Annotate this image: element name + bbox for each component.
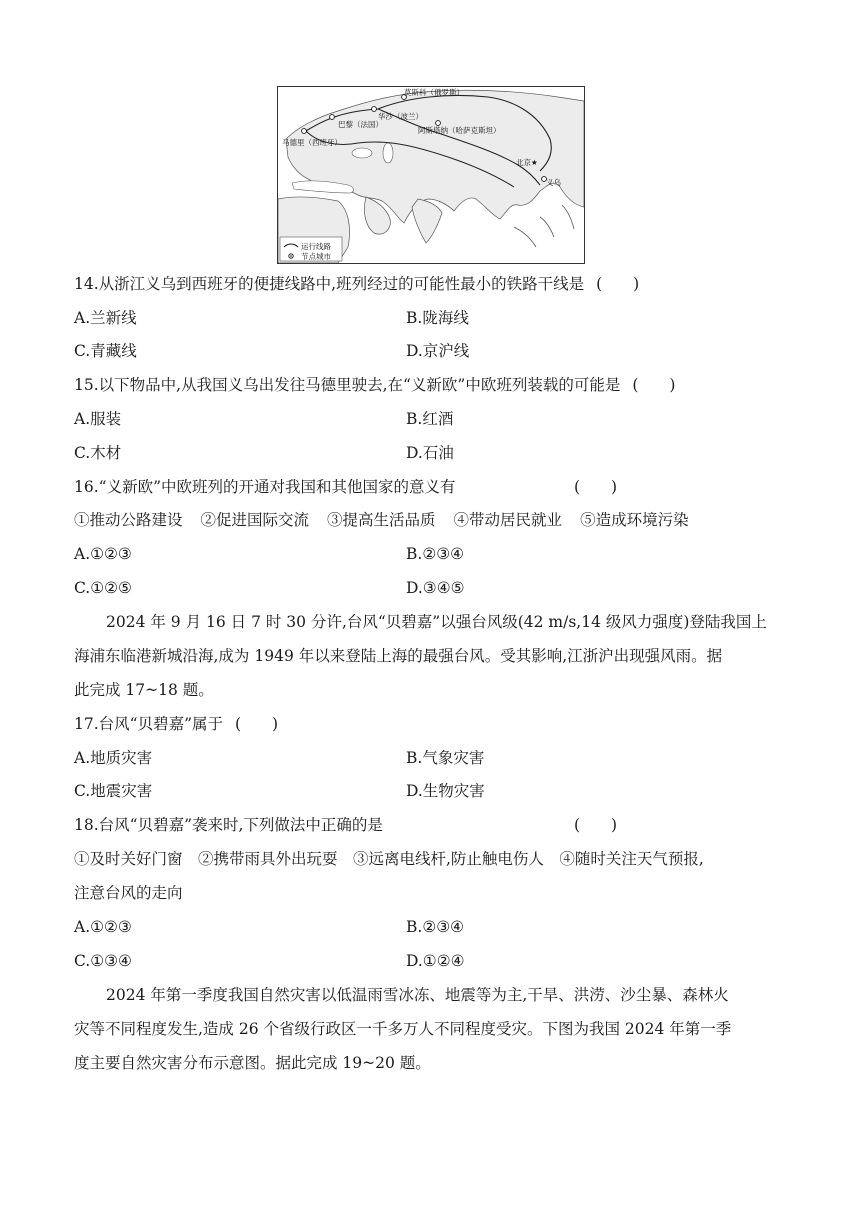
q16-option-c: C.①②⑤ (74, 579, 132, 597)
q18-stem: 18.台风“贝碧嘉”袭来时,下列做法中正确的是 (74, 816, 383, 834)
black-sea (352, 148, 372, 158)
city-madrid (302, 129, 307, 134)
q16-item-5: ⑤造成环境污染 (580, 511, 689, 529)
q16-item-3: ③提高生活品质 (327, 511, 436, 529)
q18-statements-line2: 注意台风的走向 (74, 884, 183, 902)
q16-option-d: D.③④⑤ (406, 579, 465, 597)
q17-option-d: D.生物灾害 (406, 782, 485, 800)
q17-stem-text: 17.台风“贝碧嘉”属于 (74, 715, 223, 733)
label-beijing: 北京★ (516, 158, 538, 167)
passage1-line3: 此完成 17~18 题。 (74, 681, 214, 699)
passage1-line1: 2024 年 9 月 16 日 7 时 30 分许,台风“贝碧嘉”以强台风级(42 m/s,14 级风力强度)登陆我国上 (106, 613, 767, 631)
q14-answer-paren: ( ) (596, 275, 640, 293)
map-svg (278, 87, 584, 263)
q14-option-b: B.陇海线 (406, 309, 469, 327)
q17-stem (74, 714, 278, 734)
q15-answer-paren: ( ) (632, 376, 676, 394)
label-paris: 巴黎（法国） (338, 120, 383, 129)
q15-stem (74, 375, 675, 395)
q16-statements (74, 510, 689, 530)
q18-statements-line1: ①及时关好门窗 ②携带雨具外出玩耍 ③远离电线杆,防止触电伤人 ④随时关注天气预报, (74, 850, 704, 868)
q17-option-a: A.地质灾害 (74, 749, 153, 767)
legend-route-label: 运行线路 (301, 242, 331, 251)
q17-answer-paren: ( ) (235, 715, 279, 733)
city-warsaw (372, 107, 377, 112)
passage2-line2: 灾等不同程度发生,造成 26 个省级行政区一千多万人不同程度受灾。下图为我国 2024 年第一季 (74, 1020, 732, 1038)
q15-option-b: B.红酒 (406, 410, 454, 428)
q16-stem: 16.“义新欧”中欧班列的开通对我国和其他国家的意义有 (74, 478, 456, 496)
label-madrid: 马德里（西班牙） (282, 138, 342, 147)
q16-option-b: B.②③④ (406, 545, 465, 563)
q16-item-2: ②促进国际交流 (200, 511, 310, 529)
q18-answer-paren: ( ) (574, 816, 618, 834)
city-astana (436, 121, 441, 126)
q17-option-b: B.气象灾害 (406, 749, 485, 767)
map-legend (280, 237, 342, 261)
passage1-line2: 海浦东临港新城沿海,成为 1949 年以来登陆上海的最强台风。受其影响,江浙沪出现强风雨。据 (74, 647, 723, 665)
q16-item-1: ①推动公路建设 (74, 511, 183, 529)
label-astana: 阿斯塔纳（哈萨克斯坦） (418, 126, 501, 135)
q16-item-4: ④带动居民就业 (453, 511, 563, 529)
q15-option-c: C.木材 (74, 444, 122, 462)
railway-route-map (277, 86, 585, 264)
q16-answer-paren: ( ) (574, 478, 618, 496)
q14-stem-text: 14.从浙江义乌到西班牙的便捷线路中,班列经过的可能性最小的铁路干线是 (74, 275, 585, 293)
q14-option-d: D.京沪线 (406, 342, 470, 360)
q18-option-c: C.①③④ (74, 952, 132, 970)
q18-option-b: B.②③④ (406, 918, 465, 936)
q14-option-a: A.兰新线 (74, 309, 137, 327)
q15-option-d: D.石油 (406, 444, 454, 462)
q18-option-d: D.①②④ (406, 952, 465, 970)
passage2-line1: 2024 年第一季度我国自然灾害以低温雨雪冰冻、地震等为主,干旱、洪涝、沙尘暴、森林火 (106, 986, 729, 1004)
q14-option-c: C.青藏线 (74, 342, 137, 360)
q16-option-a: A.①②③ (74, 545, 132, 563)
q14-stem (74, 274, 639, 294)
label-moscow: 莫斯科（俄罗斯） (404, 88, 464, 97)
caspian-sea (383, 143, 393, 163)
q15-option-a: A.服装 (74, 410, 122, 428)
passage2-line3: 度主要自然灾害分布示意图。据此完成 19~20 题。 (74, 1054, 431, 1072)
q15-stem-text: 15.以下物品中,从我国义乌出发往马德里驶去,在“义新欧”中欧班列装载的可能是 (74, 376, 621, 394)
legend-city-label: 节点城市 (301, 252, 331, 261)
city-paris (330, 115, 335, 120)
q18-option-a: A.①②③ (74, 918, 132, 936)
label-yiwu: 义乌 (546, 178, 561, 187)
q17-option-c: C.地震灾害 (74, 782, 153, 800)
label-warsaw: 华沙（波兰） (378, 112, 423, 121)
